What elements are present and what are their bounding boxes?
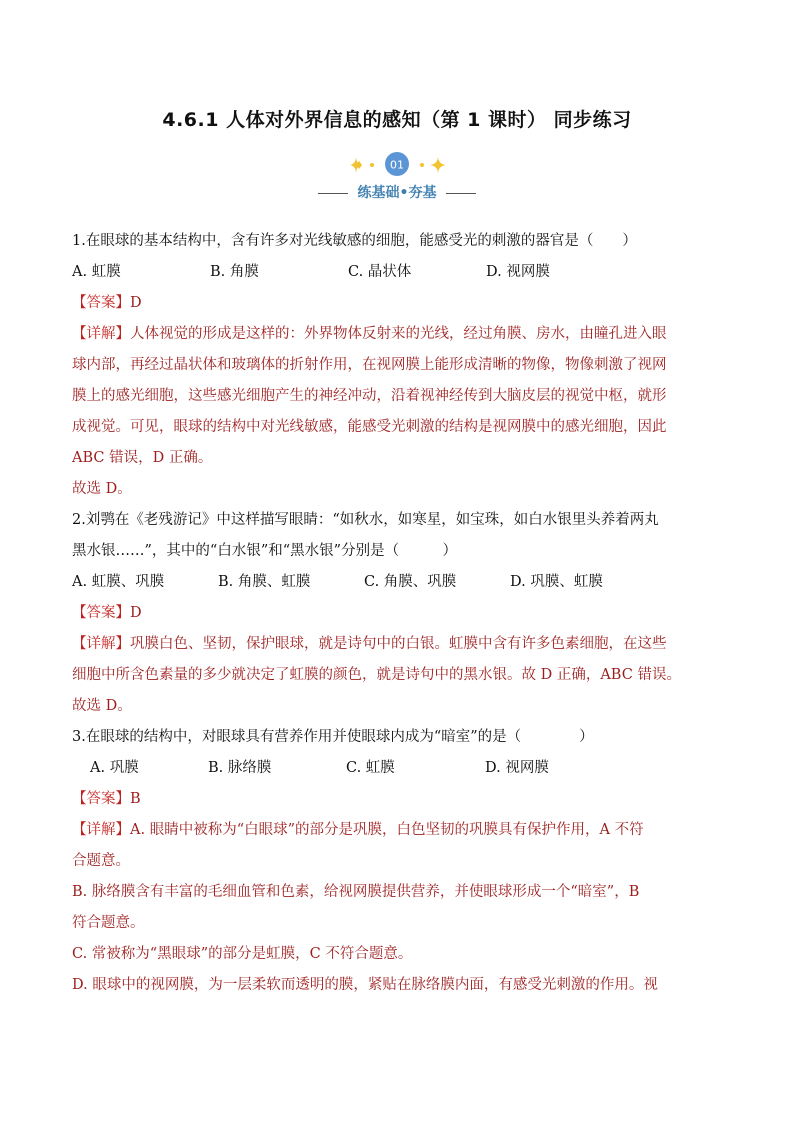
question-stem: 3.在眼球的结构中，对眼球具有营养作用并使眼球内成为“暗室”的是（ ） bbox=[72, 729, 594, 745]
question-1 bbox=[72, 226, 727, 505]
detail-line: ABC 错误，D 正确。 bbox=[72, 450, 213, 466]
option-d: D. 视网膜 bbox=[486, 264, 550, 280]
conclusion: 故选 D。 bbox=[72, 698, 132, 714]
section-heading bbox=[0, 182, 794, 202]
section-number: 01 bbox=[390, 158, 404, 172]
option-a: A. 虹膜 bbox=[72, 264, 121, 280]
option-d: D. 视网膜 bbox=[485, 760, 549, 776]
option-b: B. 角膜 bbox=[210, 264, 259, 280]
option-row bbox=[72, 257, 727, 288]
detail-block bbox=[72, 629, 727, 691]
left-divider bbox=[318, 193, 348, 194]
detail-line: 合题意。 bbox=[72, 853, 130, 869]
question-stem: 黑水银……”，其中的“白水银”和“黑水银”分别是（ ） bbox=[72, 543, 458, 559]
detail-line: 人体视觉的形成是这样的：外界物体反射来的光线，经过角膜、房水，由瞳孔进入眼 bbox=[130, 326, 667, 342]
detail-tag: 【详解】 bbox=[72, 636, 130, 652]
detail-block bbox=[72, 815, 727, 1001]
question-2 bbox=[72, 505, 727, 722]
detail-line: 符合题意。 bbox=[72, 915, 145, 931]
detail-tag: 【详解】 bbox=[72, 822, 130, 838]
question-stem: 2.刘鹗在《老残游记》中这样描写眼睛：“如秋水，如寒星，如宝珠，如白水银里头养着两丸 bbox=[72, 512, 659, 528]
answer-tag: 【答案】 bbox=[72, 791, 130, 807]
page-title: 4.6.1 人体对外界信息的感知（第 1 课时） 同步练习 bbox=[162, 109, 632, 131]
conclusion: 故选 D。 bbox=[72, 481, 132, 497]
question-3 bbox=[72, 722, 727, 1001]
detail-line: C. 常被称为“黑眼球”的部分是虹膜，C 不符合题意。 bbox=[72, 946, 413, 962]
detail-line: 成视觉。可见，眼球的结构中对光线敏感，能感受光刺激的结构是视网膜中的感光细胞，因此 bbox=[72, 419, 667, 435]
sparkle-badge-icon bbox=[342, 150, 452, 180]
option-b: B. 角膜、虹膜 bbox=[218, 574, 311, 590]
detail-line: B. 脉络膜含有丰富的毛细血管和色素，给视网膜提供营养，并使眼球形成一个“暗室”，B bbox=[72, 884, 640, 900]
option-row bbox=[72, 567, 727, 598]
detail-tag: 【详解】 bbox=[72, 326, 130, 342]
detail-line: A. 眼睛中被称为“白眼球”的部分是巩膜，白色坚韧的巩膜具有保护作用，A 不符 bbox=[130, 822, 644, 838]
detail-line: 膜上的感光细胞，这些感光细胞产生的神经冲动，沿着视神经传到大脑皮层的视觉中枢，就形 bbox=[72, 388, 667, 404]
option-row bbox=[72, 753, 727, 784]
question-stem: 1.在眼球的基本结构中，含有许多对光线敏感的细胞，能感受光的刺激的器官是（ ） bbox=[72, 233, 637, 249]
answer-tag: 【答案】 bbox=[72, 295, 130, 311]
detail-line: 细胞中所含色素量的多少就决定了虹膜的颜色，就是诗句中的黑水银。故 D 正确，ABC 错误。 bbox=[72, 667, 681, 683]
answer-tag: 【答案】 bbox=[72, 605, 130, 621]
option-c: C. 虹膜 bbox=[346, 760, 395, 776]
detail-line: D. 眼球中的视网膜，为一层柔软而透明的膜，紧贴在脉络膜内面，有感受光刺激的作用。视 bbox=[72, 977, 658, 993]
answer-value: D bbox=[130, 295, 142, 311]
detail-block bbox=[72, 319, 727, 474]
option-d: D. 巩膜、虹膜 bbox=[510, 574, 603, 590]
option-a: A. 巩膜 bbox=[90, 760, 139, 776]
option-b: B. 脉络膜 bbox=[208, 760, 272, 776]
answer-line bbox=[72, 288, 727, 319]
detail-line: 球内部，再经过晶状体和玻璃体的折射作用，在视网膜上能形成清晰的物像，物像刺激了视网 bbox=[72, 357, 667, 373]
questions-body bbox=[72, 226, 727, 1001]
detail-line: 巩膜白色、坚韧，保护眼球，就是诗句中的白银。虹膜中含有许多色素细胞，在这些 bbox=[130, 636, 667, 652]
answer-value: D bbox=[130, 605, 142, 621]
section-label: 练基础•夯基 bbox=[357, 185, 437, 201]
option-c: C. 角膜、巩膜 bbox=[364, 574, 457, 590]
answer-line bbox=[72, 784, 727, 815]
option-a: A. 虹膜、巩膜 bbox=[72, 574, 165, 590]
answer-line bbox=[72, 598, 727, 629]
option-c: C. 晶状体 bbox=[348, 264, 412, 280]
answer-value: B bbox=[130, 791, 141, 807]
right-divider bbox=[446, 193, 476, 194]
